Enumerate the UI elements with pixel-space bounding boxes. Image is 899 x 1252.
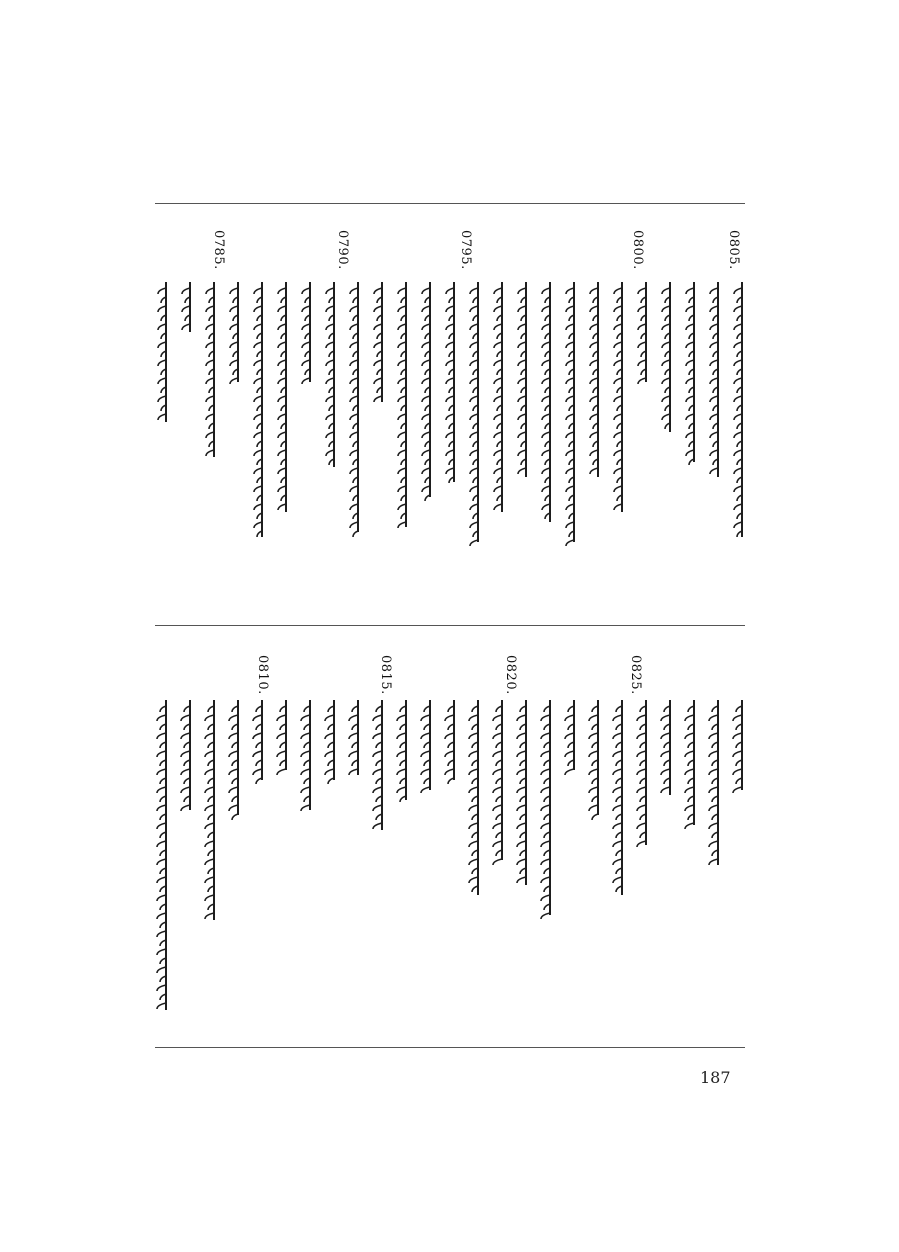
line-number-0790: 0790. [335,230,350,270]
line-number-0785: 0785. [211,230,226,270]
page-number: 187 [700,1068,731,1087]
top-rule [155,203,745,204]
middle-rule [155,625,745,626]
line-number-0795: 0795. [458,230,473,270]
top-text-block [155,230,745,600]
line-number-0810: 0810. [255,655,270,695]
bottom-text-block [155,655,745,1025]
line-number-0815: 0815. [378,655,393,695]
line-number-0820: 0820. [503,655,518,695]
line-number-0805: 0805. [726,230,741,270]
line-number-0825: 0825. [628,655,643,695]
line-number-0800: 0800. [630,230,645,270]
bottom-rule [155,1047,745,1048]
